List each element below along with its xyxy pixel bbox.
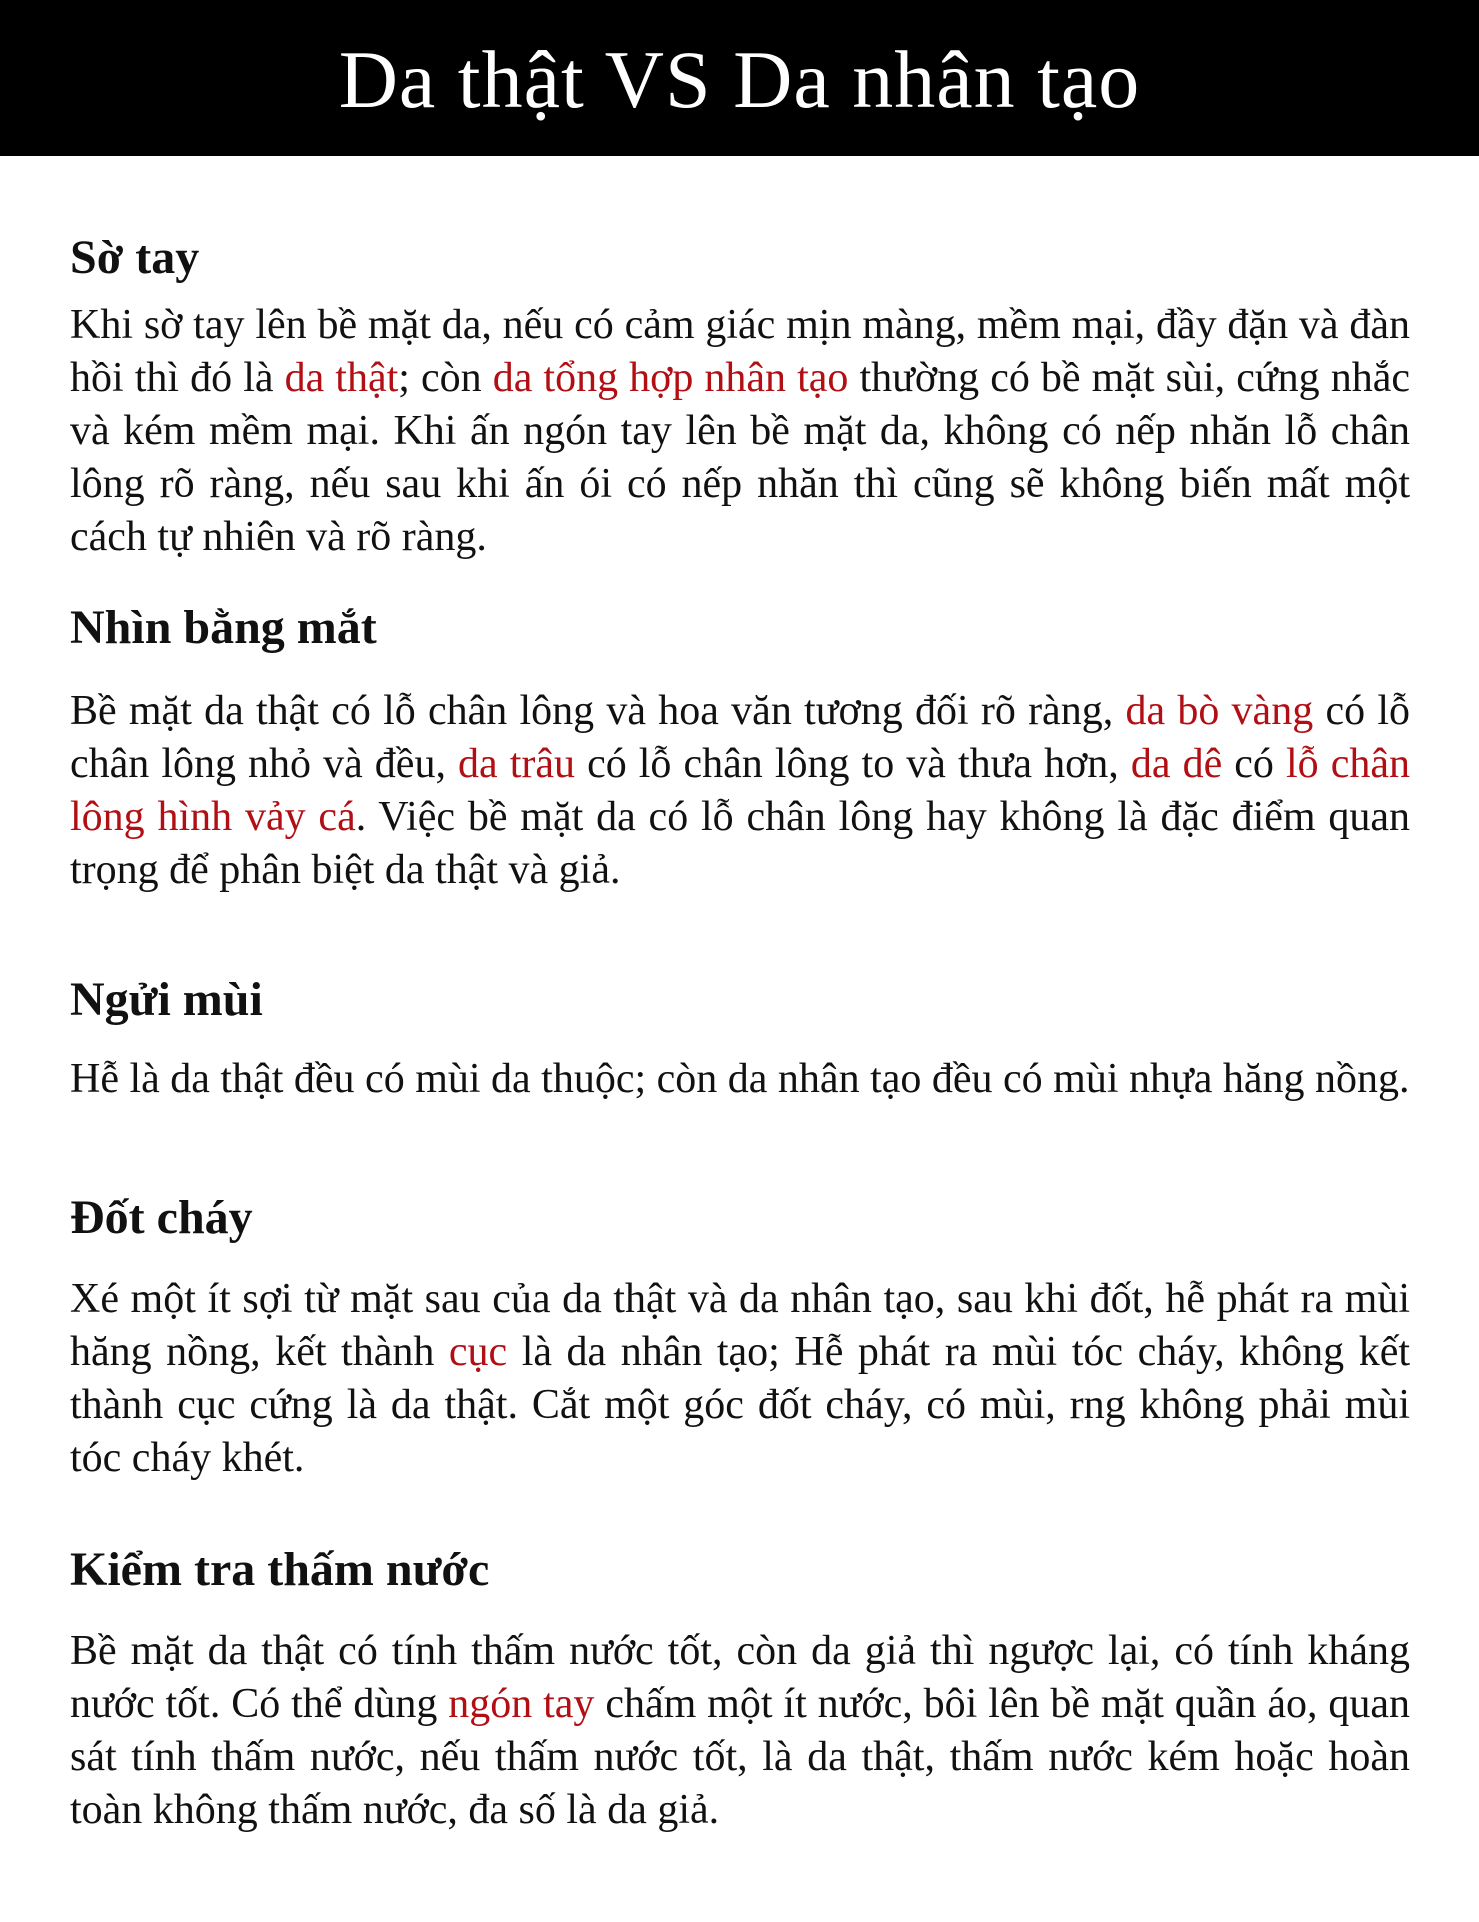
title-bar xyxy=(0,0,1479,156)
body-text-segment: Bề mặt da thật có tính thấm nước tốt, còn da giả thì ngược lại, có tính kháng nước tốt. Có thể dùng xyxy=(70,1627,1410,1727)
section-body xyxy=(70,299,1410,564)
section-heading: Kiểm tra thấm nước xyxy=(70,1543,490,1596)
section-body xyxy=(70,1273,1410,1485)
section-body xyxy=(70,685,1410,897)
body-text-segment: có lỗ chân lông nhỏ và đều, xyxy=(70,687,1410,787)
body-text-segment: chấm một ít nước, bôi lên bề mặt quần áo, quan sát tính thấm nước, nếu thấm nước tốt, là da thật, thấm nước kém hoặc hoàn toàn không thấm nước, đa số là da giả. xyxy=(70,1680,1410,1833)
highlight-term: da trâu xyxy=(458,740,576,787)
section-so-tay xyxy=(70,232,1410,564)
section-ngui-mui xyxy=(70,974,1410,1106)
section-kiem-tra-tham-nuoc xyxy=(70,1544,1410,1837)
section-dot-chay xyxy=(70,1192,1410,1485)
highlight-term: da dê xyxy=(1130,740,1223,787)
body-text-segment: . Việc bề mặt da có lỗ chân lông hay không là đặc điểm quan trọng để phân biệt da thật và giả. xyxy=(70,793,1411,893)
body-text-segment: Khi sờ tay lên bề mặt da, nếu có cảm giác mịn màng, mềm mại, đầy đặn và đàn hồi thì đó là xyxy=(70,301,1410,401)
highlight-term: da bò vàng xyxy=(1125,687,1314,734)
page-title: Da thật VS Da nhân tạo xyxy=(338,34,1141,125)
body-text-segment: Bề mặt da thật có lỗ chân lông và hoa văn tương đối rõ ràng, xyxy=(70,687,1126,734)
body-text-segment: Xé một ít sợi từ mặt sau của da thật và da nhân tạo, sau khi đốt, hễ phát ra mùi hăng nồng, kết thành xyxy=(70,1275,1410,1375)
section-heading: Đốt cháy xyxy=(70,1191,253,1244)
highlight-term: da tổng hợp nhân tạo xyxy=(492,354,849,401)
section-heading: Sờ tay xyxy=(70,231,200,284)
highlight-term: da thật xyxy=(284,354,399,401)
highlight-term: cục xyxy=(448,1328,508,1375)
section-nhin-bang-mat xyxy=(70,602,1410,897)
highlight-term: ngón tay xyxy=(448,1680,595,1727)
section-body xyxy=(70,1625,1410,1837)
body-text-segment: Hễ là da thật đều có mùi da thuộc; còn da nhân tạo đều có mùi nhựa hăng nồng. xyxy=(70,1055,1410,1102)
body-text-segment: có xyxy=(1222,740,1286,787)
section-heading: Nhìn bằng mắt xyxy=(70,601,377,654)
section-heading: Ngửi mùi xyxy=(70,973,263,1026)
section-body xyxy=(70,1053,1410,1106)
body-text-segment: là da nhân tạo; Hễ phát ra mùi tóc cháy, không kết thành cục cứng là da thật. Cắt một góc đốt cháy, có mùi, rng không phải mùi tóc cháy khét. xyxy=(70,1328,1410,1481)
body-text-segment: có lỗ chân lông to và thưa hơn, xyxy=(575,740,1131,787)
body-text-segment: ; còn xyxy=(398,354,493,401)
body-text-segment: thường có bề mặt sùi, cứng nhắc và kém mềm mại. Khi ấn ngón tay lên bề mặt da, không có nếp nhăn lỗ chân lông rõ ràng, nếu sau khi ấn ói có nếp nhăn thì cũng sẽ không biến mất một cách tự nhiên và rõ ràng. xyxy=(70,354,1410,560)
highlight-term: lỗ chân lông hình vảy cá xyxy=(70,740,1410,840)
